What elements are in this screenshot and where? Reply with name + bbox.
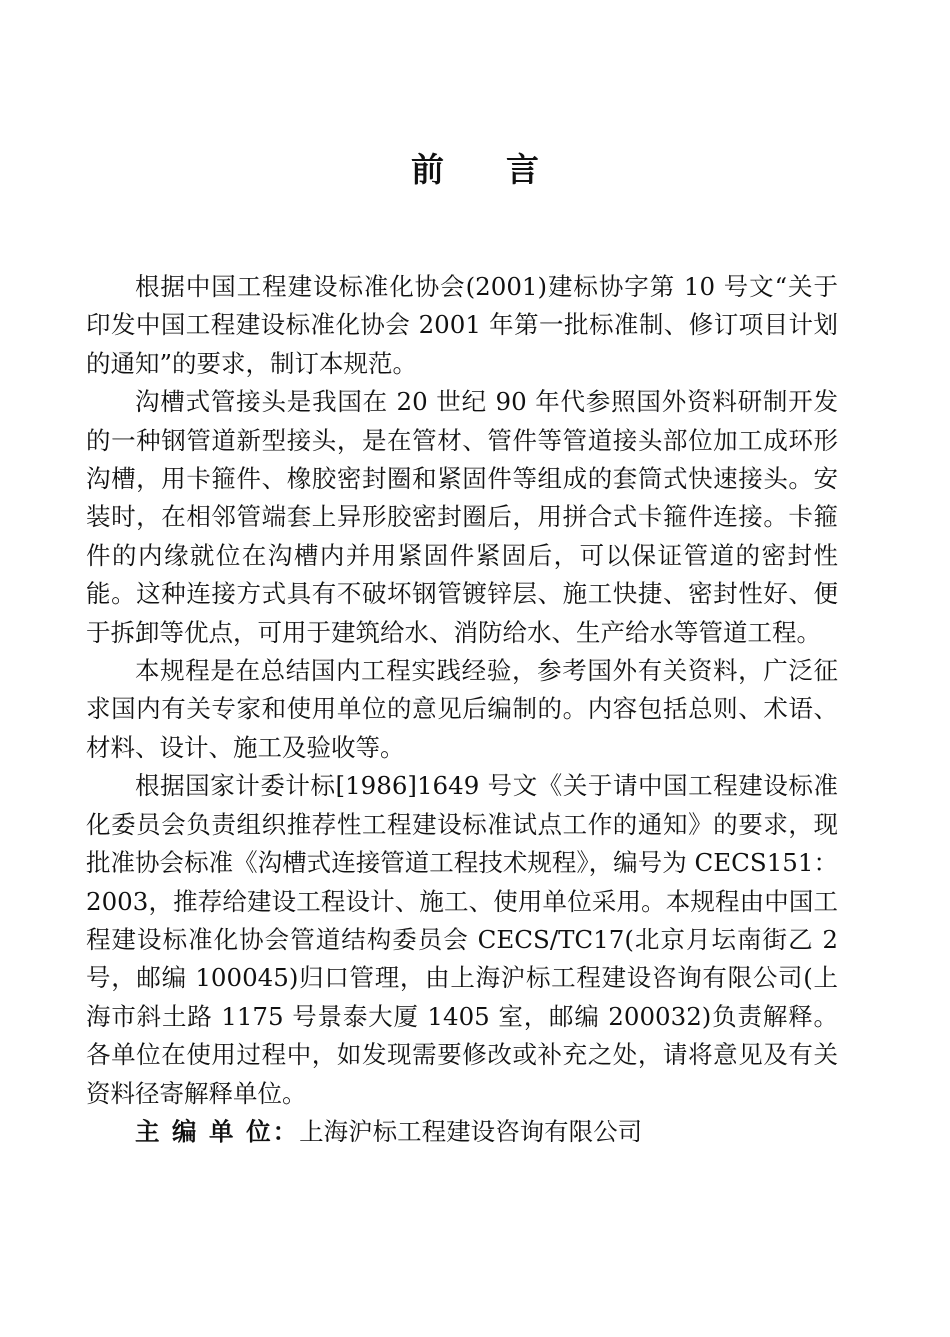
- paragraph-1: 根据中国工程建设标准化协会(2001)建标协字第 10 号文“关于印发中国工程建设标准化协会 2001 年第一批标准制、修订项目计划的通知”的要求，制订本规范。: [86, 272, 838, 378]
- chief-editor-label: 主 编 单 位：: [135, 1116, 300, 1146]
- paragraph-3: 本规程是在总结国内工程实践经验，参考国外有关资料，广泛征求国内有关专家和使用单位的意见后编制的。内容包括总则、术语、材料、设计、施工及验收等。: [86, 656, 838, 762]
- document-body: [86, 268, 838, 1151]
- paragraph-4: 根据国家计委计标[1986]1649 号文《关于请中国工程建设标准化委员会负责组织推荐性工程建设标准试点工作的通知》的要求，现批准协会标准《沟槽式连接管道工程技术规程》，编号为 CECS151：2003，推荐给建设工程设计、施工、使用单位采用。本规程由中国工程建设标准化协会管道结构委员会 CECS/TC17(北京月坛南街乙 2 号，邮编 100045)归口管理，由上海沪标工程建设咨询有限公司(上海市斜土路 1175 号景泰大厦 1405 室，邮编 200032)负责解释。各单位在使用过程中，如发现需要修改或补充之处，请将意见及有关资料径寄解释单位。: [86, 771, 838, 1108]
- page-title: 前言: [411, 150, 601, 189]
- paragraph-2: 沟槽式管接头是我国在 20 世纪 90 年代参照国外资料研制开发的一种钢管道新型接头，是在管材、管件等管道接头部位加工成环形沟槽，用卡箍件、橡胶密封圈和紧固件等组成的套筒式快速接头。安装时，在相邻管端套上异形胶密封圈后，用拼合式卡箍件连接。卡箍件的内缘就位在沟槽内并用紧固件紧固后，可以保证管道的密封性能。这种连接方式具有不破坏钢管镀锌层、施工快捷、密封性好、便于拆卸等优点，可用于建筑给水、消防给水、生产给水等管道工程。: [86, 387, 838, 647]
- chief-editor-line: [86, 1113, 838, 1151]
- chief-editor-value: 上海沪标工程建设咨询有限公司: [299, 1116, 643, 1146]
